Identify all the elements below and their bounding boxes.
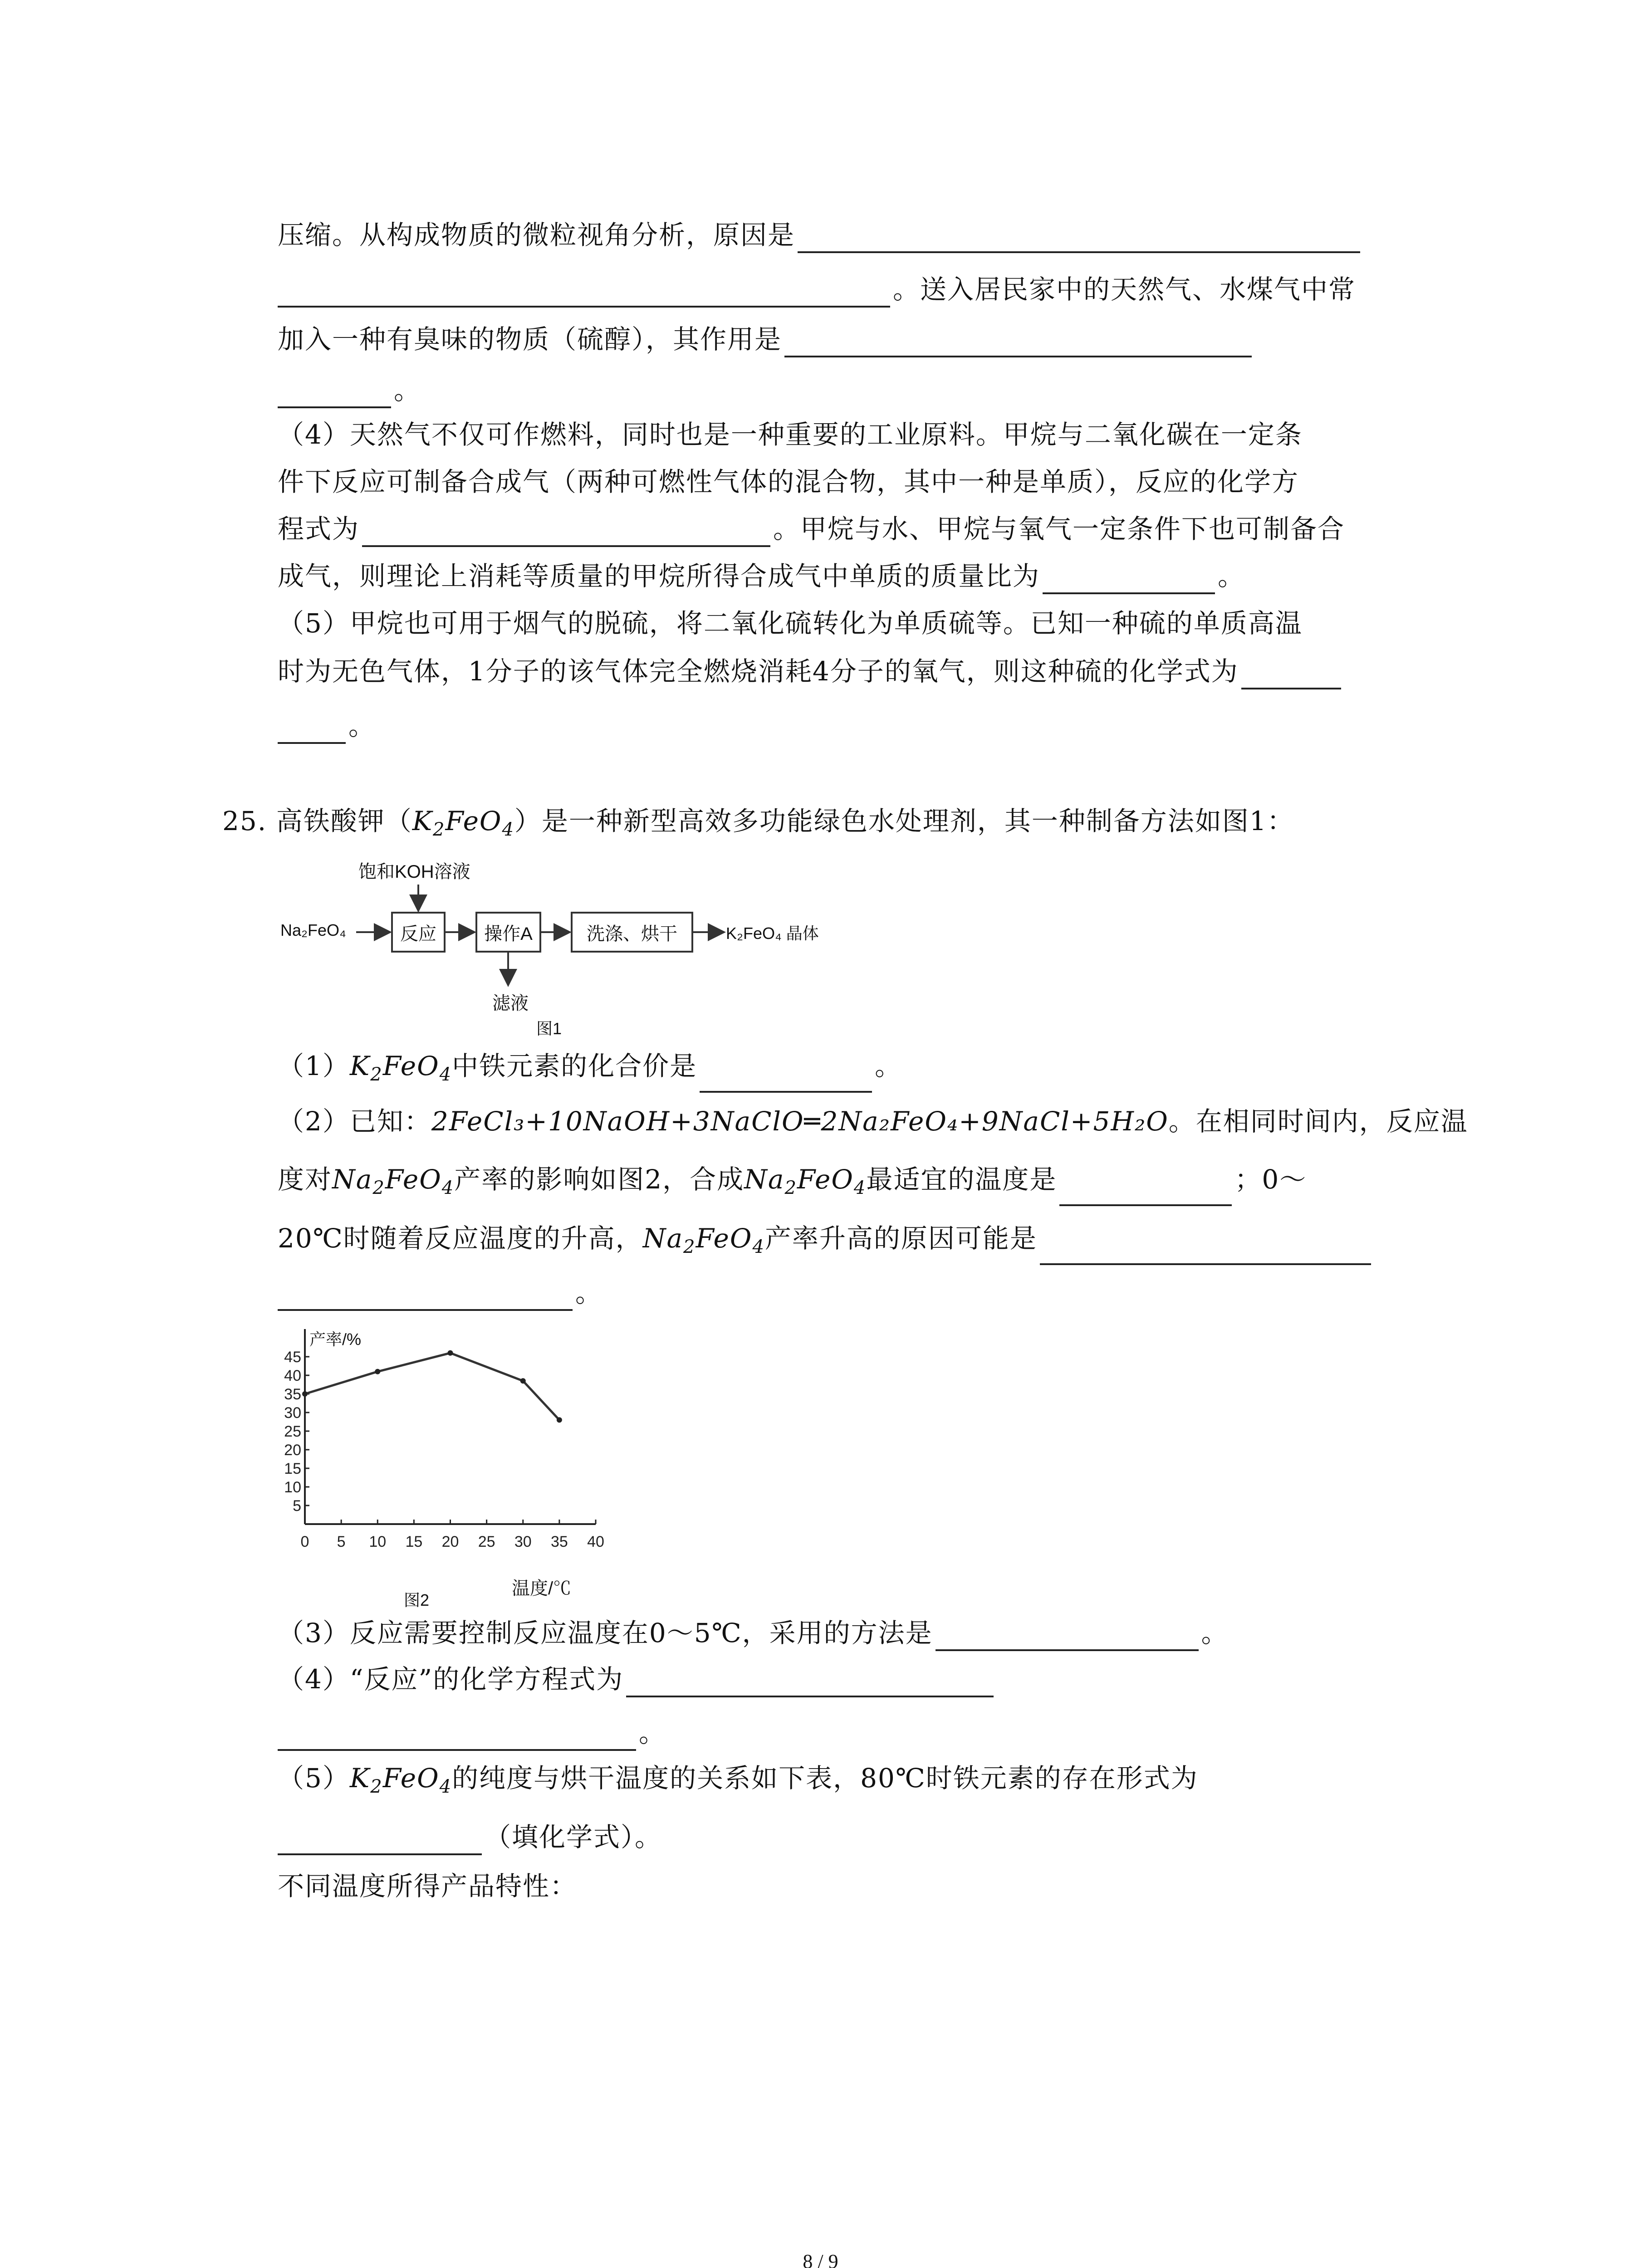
- q25-intro: 25. 高铁酸钾$(K_2FeO_4)$是一种新型高效多功能绿色水处理剂，其一种制备方法如图1：: [222, 806, 1294, 840]
- y-tick-label: 35: [284, 1386, 301, 1403]
- answer-blank[interactable]: [700, 1062, 872, 1093]
- q25-p4-line-2: 。: [278, 1715, 666, 1751]
- q25-p6: 不同温度所得产品特性：: [278, 1871, 578, 1901]
- box-operation-a: 操作A: [475, 912, 541, 953]
- answer-blank[interactable]: [626, 1667, 994, 1697]
- y-tick-label: 45: [284, 1349, 301, 1366]
- y-tick-label: 5: [293, 1497, 301, 1515]
- q25-p2-line-1: （2）已知：2FeCl₃+10NaOH+3NaClO═2Na₂FeO₄+9NaCl+5H₂O。在相同时间内，反应温: [278, 1106, 1468, 1137]
- q24-line-2: 。送入居民家中的天然气、水煤气中常: [278, 271, 1356, 308]
- answer-blank[interactable]: [278, 377, 391, 408]
- start-label: Na₂FeO₄: [280, 921, 346, 939]
- q24-p4-line-4: 成气，则理论上消耗等质量的甲烷所得合成气中单质的质量比为 。: [278, 558, 1245, 594]
- answer-blank[interactable]: [278, 713, 346, 744]
- x-axis-label: 温度/℃: [512, 1579, 572, 1598]
- y-axis-label: 产率/%: [309, 1330, 362, 1349]
- figure-1-caption: 图1: [536, 1019, 562, 1038]
- answer-blank[interactable]: [278, 1824, 482, 1855]
- y-tick-label: 10: [284, 1479, 301, 1496]
- x-tick-label: 20: [441, 1533, 459, 1550]
- q24-p4-line-3: 程式为 。甲烷与水、甲烷与氧气一定条件下也可制备合: [278, 511, 1345, 547]
- q25-p2-line-3: 20℃时随着反应温度的升高，$Na_2FeO_4$产率升高的原因可能是: [278, 1220, 1374, 1265]
- q24-p5-line-3: 。: [278, 708, 376, 744]
- answer-blank[interactable]: [798, 222, 1360, 253]
- y-tick-label: 30: [284, 1404, 301, 1422]
- q24-p4-line-1: （4）天然气不仅可作燃料，同时也是一种重要的工业原料。甲烷与二氧化碳在一定条: [278, 419, 1303, 450]
- q25-p2-line-4: 。: [278, 1275, 603, 1311]
- equation: 2FeCl₃+10NaOH+3NaClO═2Na₂FeO₄+9NaCl+5H₂O: [431, 1106, 1169, 1137]
- series-line: [305, 1353, 559, 1420]
- answer-blank[interactable]: [1059, 1175, 1232, 1206]
- q24-p4-line-2: 件下反应可制备合成气（两种可燃性气体的混合物，其中一种是单质），反应的化学方: [278, 466, 1299, 497]
- question-number: 25.: [222, 806, 267, 836]
- q25-p5-line-2: （填化学式）。: [278, 1819, 662, 1855]
- data-point: [375, 1369, 380, 1374]
- answer-blank[interactable]: [1241, 659, 1341, 689]
- q24-line-3: 加入一种有臭味的物质（硫醇），其作用是: [278, 321, 1254, 357]
- data-point: [302, 1391, 308, 1397]
- q24-p5-line-2: 时为无色气体，1分子的该气体完全燃烧消耗4分子的氧气，则这种硫的化学式为: [278, 653, 1344, 689]
- q25-p4: （4）“反应”的化学方程式为: [278, 1661, 996, 1697]
- page-number: 8 / 9: [803, 2250, 838, 2268]
- x-tick-label: 10: [369, 1533, 387, 1550]
- y-tick-label: 20: [284, 1442, 301, 1459]
- x-tick-label: 15: [405, 1533, 423, 1550]
- answer-blank[interactable]: [1043, 563, 1215, 594]
- data-point: [557, 1417, 562, 1422]
- q24-p5-line-1: （5）甲烷也可用于烟气的脱硫，将二氧化硫转化为单质硫等。已知一种硫的单质高温: [278, 608, 1303, 639]
- data-point: [520, 1378, 526, 1383]
- box-reaction: 反应: [391, 912, 446, 953]
- q25-p1: $(1)K_2FeO_4$中铁元素的化合价是 。: [278, 1048, 902, 1093]
- answer-blank[interactable]: [362, 516, 770, 547]
- q25-p2-line-2: 度对$Na_2FeO_4$产率的影响如图2，合成$Na_2FeO_4$最适宜的温度是 ；0～: [278, 1161, 1307, 1206]
- figure-2-caption: 图2: [404, 1591, 430, 1609]
- x-tick-label: 40: [587, 1533, 604, 1550]
- answer-blank[interactable]: [278, 277, 890, 308]
- x-tick-label: 35: [550, 1533, 568, 1550]
- q25-p5: $(5)K_2FeO_4$的纯度与烘干温度的关系如下表，80℃时铁元素的存在形式为: [278, 1763, 1198, 1797]
- q25-p3: （3）反应需要控制反应温度在0～5℃，采用的方法是 。: [278, 1615, 1229, 1651]
- data-point: [448, 1350, 453, 1356]
- q24-line-1: 压缩。从构成物质的微粒视角分析，原因是: [278, 217, 1363, 253]
- x-tick-label: 25: [478, 1533, 495, 1550]
- x-tick-label: 5: [337, 1533, 346, 1550]
- answer-blank[interactable]: [278, 1720, 636, 1751]
- y-tick-label: 15: [284, 1460, 301, 1477]
- end-label: K₂FeO₄ 晶体: [726, 924, 819, 943]
- q24-line-4: 。: [278, 372, 421, 408]
- answer-blank[interactable]: [784, 327, 1252, 357]
- formula-k2feo4: $K_2FeO_4$: [412, 806, 514, 840]
- y-tick-label: 25: [284, 1423, 301, 1440]
- box-wash-dry: 洗涤、烘干: [571, 912, 693, 953]
- filtrate-label: 滤液: [492, 993, 529, 1013]
- y-tick-label: 40: [284, 1367, 301, 1384]
- x-tick-label: 0: [300, 1533, 309, 1550]
- answer-blank[interactable]: [278, 1280, 573, 1311]
- koh-label: 饱和KOH溶液: [358, 862, 470, 882]
- answer-blank[interactable]: [936, 1620, 1199, 1651]
- x-tick-label: 30: [514, 1533, 532, 1550]
- answer-blank[interactable]: [1040, 1234, 1371, 1265]
